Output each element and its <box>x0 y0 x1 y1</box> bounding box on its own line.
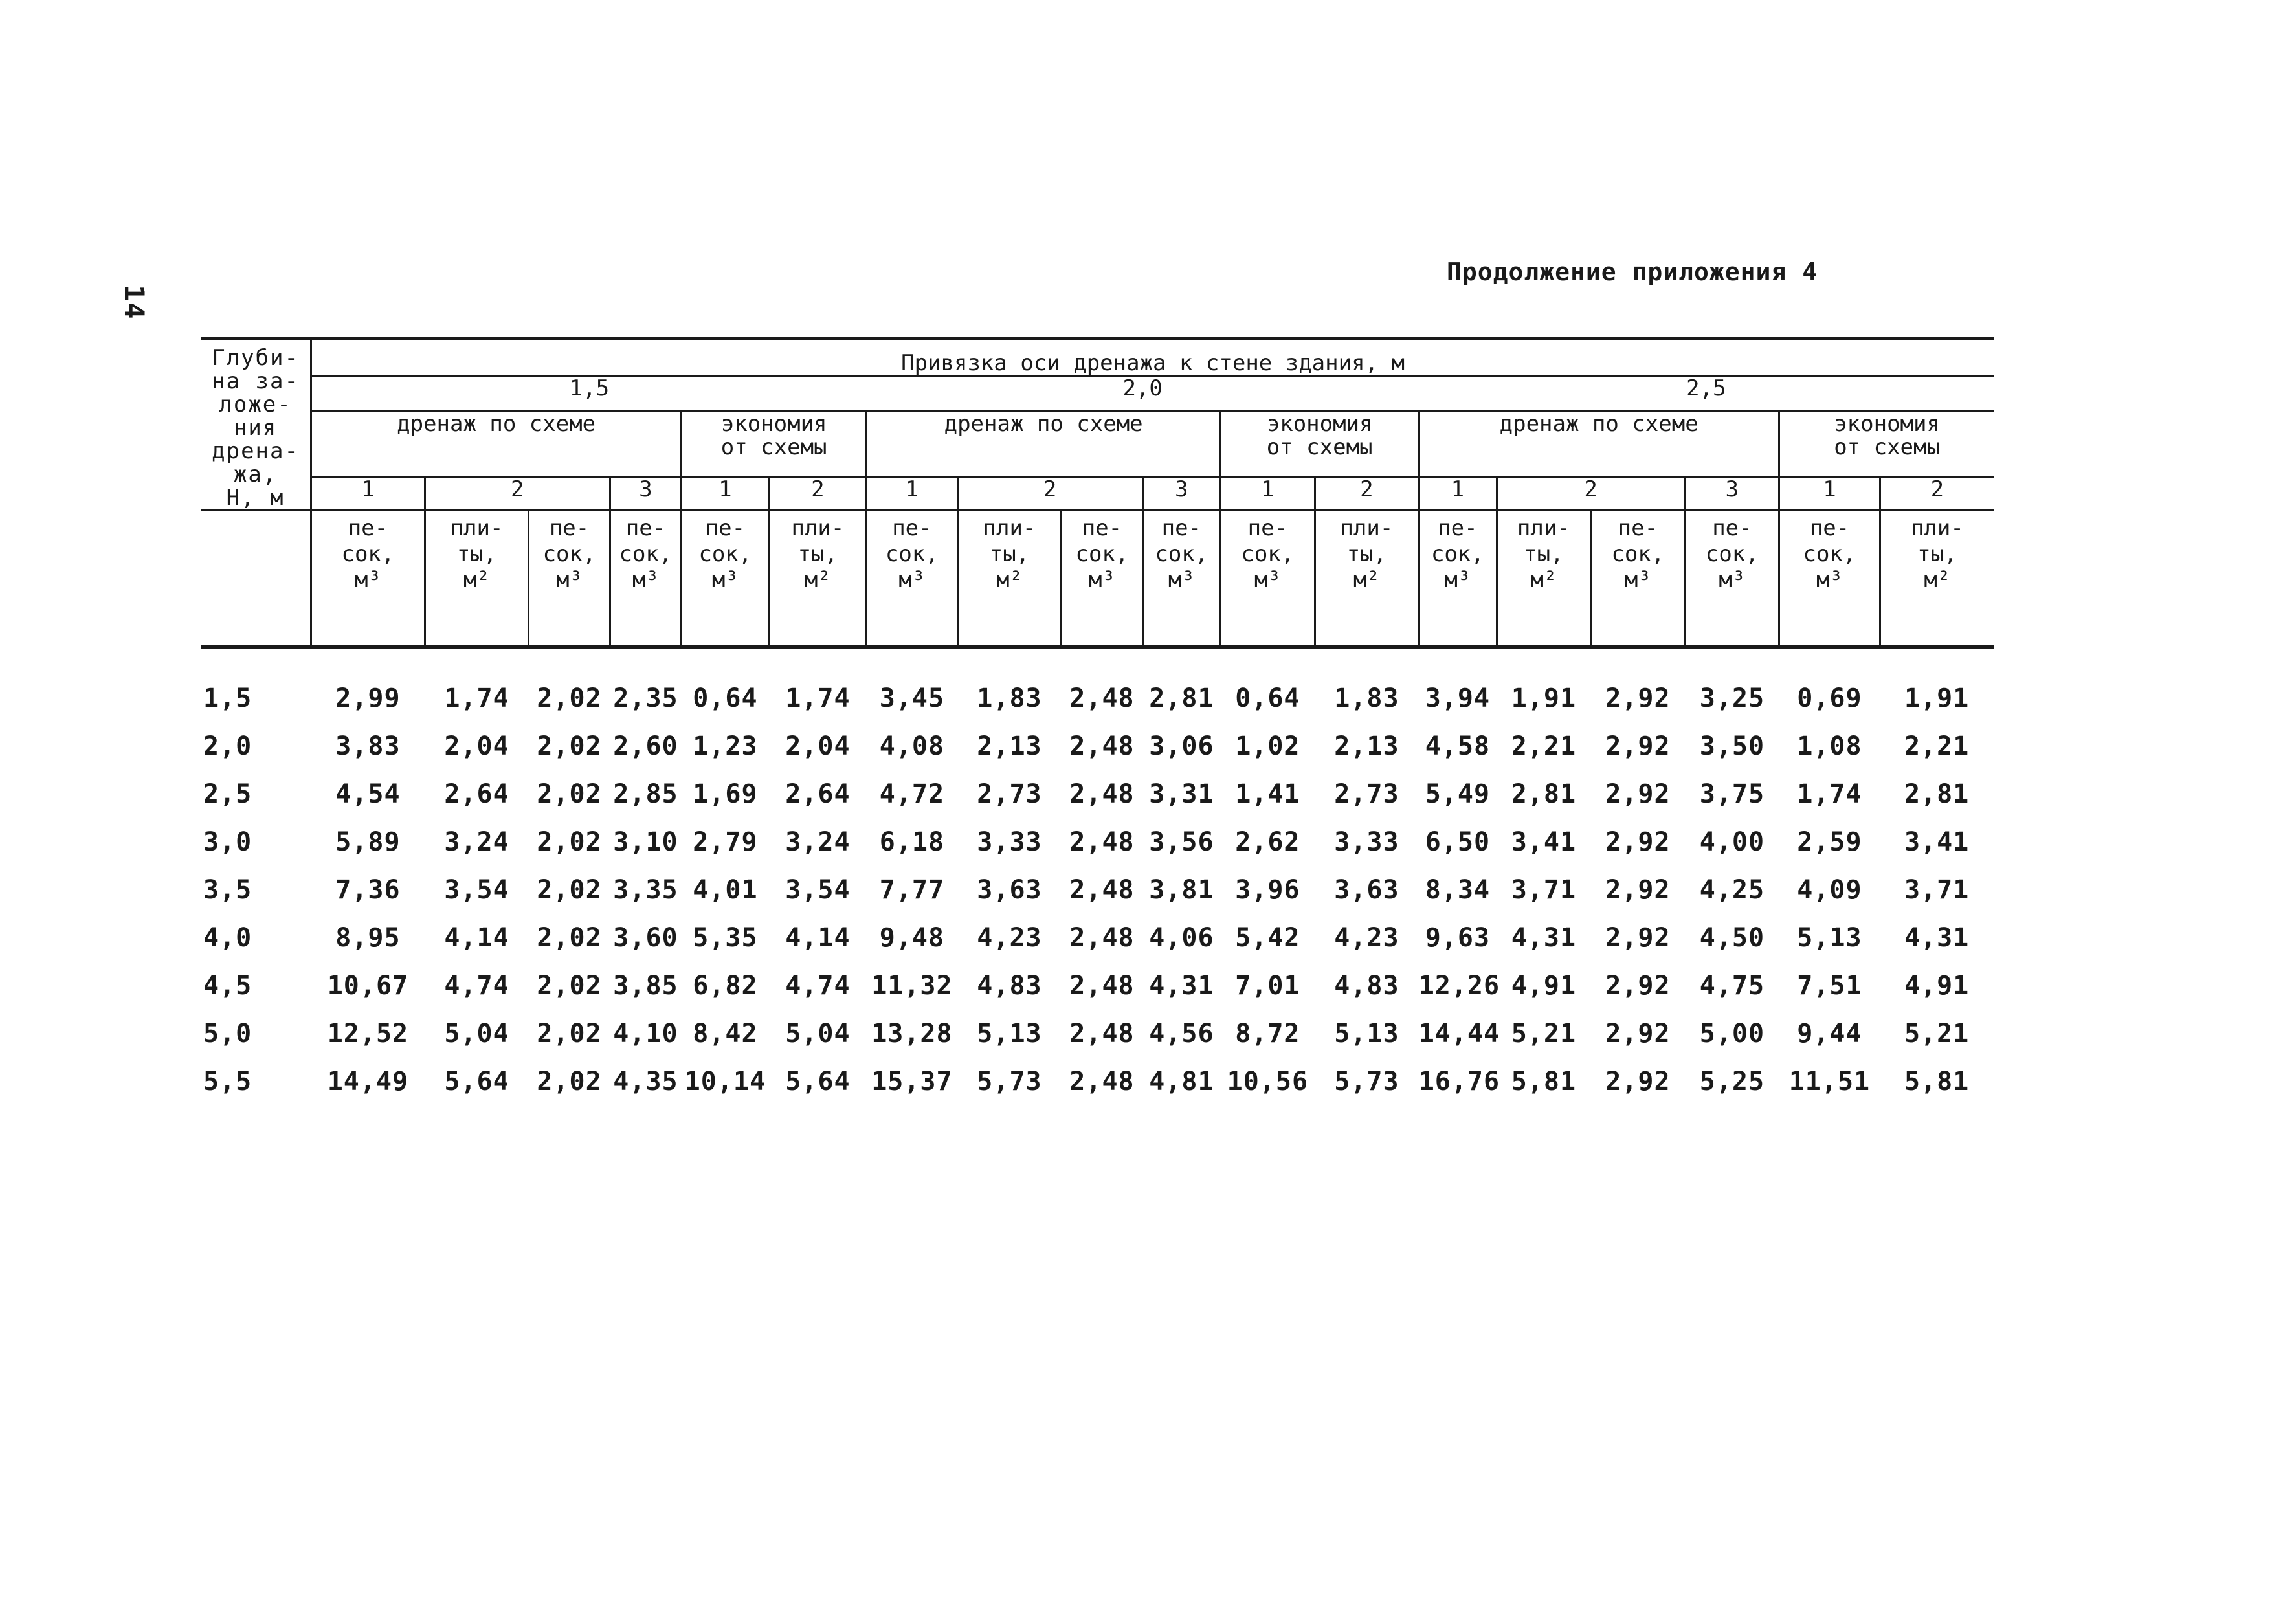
unit-sand: пе- сок, м³ <box>1221 511 1315 647</box>
binding-header: Привязка оси дренажа к стене здания, м <box>311 339 1994 376</box>
table-row <box>201 818 1994 866</box>
value-cell: 4,58 <box>1425 731 1491 761</box>
unit-sand: пе- сок, м³ <box>1419 511 1497 647</box>
value-cell: 3,63 <box>1334 875 1399 905</box>
value-cell: 2,02 <box>537 684 602 713</box>
economy-header: экономия от схемы <box>1221 411 1419 477</box>
value-cell: 14,49 <box>327 1067 409 1096</box>
value-cell: 4,25 <box>1699 875 1765 905</box>
value-cell: 11,51 <box>1788 1067 1871 1096</box>
table-row <box>201 866 1994 914</box>
value-cell: 0,64 <box>693 684 758 713</box>
value-cell: 3,33 <box>977 827 1042 857</box>
drain-scheme-header: дренаж по схеме <box>311 411 682 477</box>
value-cell: 4,00 <box>1699 827 1765 857</box>
value-cell: 3,10 <box>613 827 678 857</box>
value-cell: 5,13 <box>1334 1019 1399 1049</box>
value-cell: 5,64 <box>785 1067 851 1096</box>
value-cell: 2,48 <box>1069 779 1135 809</box>
value-cell: 5,13 <box>1797 923 1862 953</box>
unit-sand: пе- сок, м³ <box>1685 511 1779 647</box>
value-cell: 4,31 <box>1904 923 1970 953</box>
value-cell: 2,81 <box>1511 779 1577 809</box>
value-cell: 2,85 <box>613 779 678 809</box>
value-cell: 2,02 <box>537 827 602 857</box>
value-cell: 4,50 <box>1699 923 1765 953</box>
value-cell: 2,02 <box>537 731 602 761</box>
value-cell: 4,14 <box>785 923 851 953</box>
table-row <box>201 962 1994 1010</box>
value-cell: 4,10 <box>613 1019 678 1049</box>
value-cell: 3,35 <box>613 875 678 905</box>
value-cell: 9,63 <box>1425 923 1491 953</box>
offset-1-5: 1,5 <box>311 375 867 411</box>
value-cell: 16,76 <box>1418 1067 1500 1096</box>
value-cell: 6,82 <box>693 971 758 1001</box>
table-row <box>201 914 1994 962</box>
value-cell: 4,35 <box>613 1067 678 1096</box>
value-cell: 3,24 <box>785 827 851 857</box>
value-cell: 3,33 <box>1334 827 1399 857</box>
value-cell: 2,81 <box>1149 684 1214 713</box>
drain-scheme-header: дренаж по схеме <box>1419 411 1779 477</box>
value-cell: 8,42 <box>693 1019 758 1049</box>
value-cell: 4,31 <box>1149 971 1214 1001</box>
value-cell: 2,48 <box>1069 827 1135 857</box>
value-cell: 8,34 <box>1425 875 1491 905</box>
depth-header-continuation <box>201 511 311 647</box>
value-cell: 3,71 <box>1511 875 1577 905</box>
value-cell: 1,41 <box>1235 779 1300 809</box>
unit-sand: пе- сок, м³ <box>1142 511 1220 647</box>
value-cell: 2,04 <box>785 731 851 761</box>
value-cell: 1,83 <box>977 684 1042 713</box>
value-cell: 13,28 <box>871 1019 953 1049</box>
scheme-number: 1 <box>1779 477 1880 511</box>
value-cell: 4,06 <box>1149 923 1214 953</box>
value-cell: 4,75 <box>1699 971 1765 1001</box>
value-cell: 5,81 <box>1511 1067 1577 1096</box>
value-cell: 2,48 <box>1069 971 1135 1001</box>
unit-sand: пе- сок, м³ <box>1062 511 1142 647</box>
value-cell: 3,25 <box>1699 684 1765 713</box>
drainage-table <box>201 337 1994 1106</box>
value-cell: 5,42 <box>1235 923 1300 953</box>
value-cell: 2,81 <box>1904 779 1970 809</box>
scheme-number: 2 <box>957 477 1142 511</box>
scheme-number: 3 <box>1142 477 1220 511</box>
value-cell: 3,96 <box>1235 875 1300 905</box>
depth-cell: 1,5 <box>203 684 252 713</box>
value-cell: 2,92 <box>1605 779 1671 809</box>
unit-sand: пе- сок, м³ <box>1591 511 1686 647</box>
value-cell: 3,41 <box>1511 827 1577 857</box>
scheme-number: 1 <box>867 477 958 511</box>
value-cell: 3,45 <box>879 684 945 713</box>
value-cell: 1,02 <box>1235 731 1300 761</box>
value-cell: 4,74 <box>785 971 851 1001</box>
value-cell: 2,92 <box>1605 731 1671 761</box>
value-cell: 1,83 <box>1334 684 1399 713</box>
value-cell: 4,09 <box>1797 875 1862 905</box>
value-cell: 1,74 <box>785 684 851 713</box>
page-number: 14 <box>118 285 150 320</box>
scheme-number: 2 <box>1497 477 1685 511</box>
unit-sand: пе- сок, м³ <box>867 511 958 647</box>
value-cell: 2,92 <box>1605 1019 1671 1049</box>
value-cell: 4,83 <box>1334 971 1399 1001</box>
economy-header: экономия от схемы <box>682 411 867 477</box>
value-cell: 0,64 <box>1235 684 1300 713</box>
value-cell: 4,74 <box>444 971 509 1001</box>
value-cell: 5,25 <box>1699 1067 1765 1096</box>
page-caption: Продолжение приложения 4 <box>1447 258 1818 286</box>
value-cell: 2,59 <box>1797 827 1862 857</box>
value-cell: 3,31 <box>1149 779 1214 809</box>
value-cell: 0,69 <box>1797 684 1862 713</box>
value-cell: 3,41 <box>1904 827 1970 857</box>
table-row <box>201 1010 1994 1058</box>
value-cell: 3,81 <box>1149 875 1214 905</box>
value-cell: 11,32 <box>871 971 953 1001</box>
value-cell: 4,83 <box>977 971 1042 1001</box>
value-cell: 6,50 <box>1425 827 1491 857</box>
value-cell: 3,75 <box>1699 779 1765 809</box>
value-cell: 5,00 <box>1699 1019 1765 1049</box>
value-cell: 2,92 <box>1605 875 1671 905</box>
scheme-number: 2 <box>1315 477 1419 511</box>
value-cell: 12,52 <box>327 1019 409 1049</box>
value-cell: 10,14 <box>684 1067 766 1096</box>
value-cell: 3,83 <box>335 731 401 761</box>
value-cell: 8,95 <box>335 923 401 953</box>
value-cell: 5,21 <box>1511 1019 1577 1049</box>
scheme-number: 2 <box>425 477 610 511</box>
value-cell: 2,02 <box>537 923 602 953</box>
value-cell: 3,06 <box>1149 731 1214 761</box>
offset-2-5: 2,5 <box>1419 375 1994 411</box>
depth-cell: 2,5 <box>203 779 252 809</box>
header-row-scheme-numbers <box>201 477 1994 511</box>
value-cell: 2,35 <box>613 684 678 713</box>
value-cell: 2,73 <box>1334 779 1399 809</box>
scheme-number: 1 <box>682 477 769 511</box>
header-row-groups <box>201 411 1994 477</box>
value-cell: 1,08 <box>1797 731 1862 761</box>
value-cell: 4,01 <box>693 875 758 905</box>
scheme-number: 1 <box>1221 477 1315 511</box>
unit-plates: пли- ты, м² <box>957 511 1062 647</box>
value-cell: 2,92 <box>1605 827 1671 857</box>
value-cell: 3,71 <box>1904 875 1970 905</box>
scheme-number: 1 <box>311 477 425 511</box>
depth-cell: 3,5 <box>203 875 252 905</box>
depth-cell: 2,0 <box>203 731 252 761</box>
unit-sand: пе- сок, м³ <box>1779 511 1880 647</box>
value-cell: 6,18 <box>879 827 945 857</box>
value-cell: 1,23 <box>693 731 758 761</box>
value-cell: 5,13 <box>977 1019 1042 1049</box>
value-cell: 8,72 <box>1235 1019 1300 1049</box>
value-cell: 5,73 <box>1334 1067 1399 1096</box>
value-cell: 4,08 <box>879 731 945 761</box>
value-cell: 2,48 <box>1069 684 1135 713</box>
value-cell: 10,67 <box>327 971 409 1001</box>
value-cell: 4,23 <box>1334 923 1399 953</box>
scheme-number: 1 <box>1419 477 1497 511</box>
unit-plates: пли- ты, м² <box>1315 511 1419 647</box>
value-cell: 7,77 <box>879 875 945 905</box>
value-cell: 2,92 <box>1605 1067 1671 1096</box>
value-cell: 5,73 <box>977 1067 1042 1096</box>
unit-plates: пли- ты, м² <box>769 511 867 647</box>
value-cell: 3,56 <box>1149 827 1214 857</box>
value-cell: 2,13 <box>1334 731 1399 761</box>
value-cell: 2,48 <box>1069 923 1135 953</box>
value-cell: 2,48 <box>1069 1067 1135 1096</box>
value-cell: 3,24 <box>444 827 509 857</box>
depth-cell: 5,5 <box>203 1067 252 1096</box>
depth-header: Глуби- на за- ложе- ния дрена- жа, Н, м <box>201 339 311 511</box>
value-cell: 2,02 <box>537 1067 602 1096</box>
economy-header: экономия от схемы <box>1779 411 1994 477</box>
unit-sand: пе- сок, м³ <box>311 511 425 647</box>
value-cell: 2,48 <box>1069 1019 1135 1049</box>
value-cell: 5,89 <box>335 827 401 857</box>
value-cell: 3,94 <box>1425 684 1491 713</box>
unit-plates: пли- ты, м² <box>425 511 529 647</box>
value-cell: 2,02 <box>537 779 602 809</box>
header-row-offsets <box>201 375 1994 411</box>
value-cell: 1,74 <box>1797 779 1862 809</box>
value-cell: 5,81 <box>1904 1067 1970 1096</box>
value-cell: 4,72 <box>879 779 945 809</box>
value-cell: 5,04 <box>444 1019 509 1049</box>
value-cell: 2,62 <box>1235 827 1300 857</box>
value-cell: 1,69 <box>693 779 758 809</box>
scheme-number: 3 <box>1685 477 1779 511</box>
value-cell: 5,21 <box>1904 1019 1970 1049</box>
value-cell: 2,02 <box>537 971 602 1001</box>
unit-sand: пе- сок, м³ <box>529 511 610 647</box>
value-cell: 3,60 <box>613 923 678 953</box>
value-cell: 4,54 <box>335 779 401 809</box>
value-cell: 10,56 <box>1227 1067 1309 1096</box>
unit-sand: пе- сок, м³ <box>610 511 681 647</box>
value-cell: 5,64 <box>444 1067 509 1096</box>
value-cell: 4,91 <box>1904 971 1970 1001</box>
value-cell: 4,91 <box>1511 971 1577 1001</box>
value-cell: 2,92 <box>1605 971 1671 1001</box>
value-cell: 3,85 <box>613 971 678 1001</box>
value-cell: 2,02 <box>537 875 602 905</box>
value-cell: 2,73 <box>977 779 1042 809</box>
value-cell: 1,74 <box>444 684 509 713</box>
header-row-binding <box>201 339 1994 376</box>
value-cell: 2,04 <box>444 731 509 761</box>
value-cell: 2,13 <box>977 731 1042 761</box>
value-cell: 9,44 <box>1797 1019 1862 1049</box>
value-cell: 7,36 <box>335 875 401 905</box>
value-cell: 3,54 <box>444 875 509 905</box>
value-cell: 1,91 <box>1511 684 1577 713</box>
value-cell: 5,35 <box>693 923 758 953</box>
value-cell: 3,50 <box>1699 731 1765 761</box>
value-cell: 2,64 <box>444 779 509 809</box>
table-row <box>201 674 1994 722</box>
value-cell: 7,51 <box>1797 971 1862 1001</box>
unit-plates: пли- ты, м² <box>1497 511 1591 647</box>
table-body <box>201 674 1994 1106</box>
header-row-units <box>201 511 1994 647</box>
depth-cell: 4,0 <box>203 923 252 953</box>
value-cell: 4,56 <box>1149 1019 1214 1049</box>
value-cell: 2,60 <box>613 731 678 761</box>
depth-cell: 3,0 <box>203 827 252 857</box>
value-cell: 4,81 <box>1149 1067 1214 1096</box>
value-cell: 2,02 <box>537 1019 602 1049</box>
value-cell: 2,21 <box>1511 731 1577 761</box>
value-cell: 15,37 <box>871 1067 953 1096</box>
value-cell: 2,64 <box>785 779 851 809</box>
table-row <box>201 770 1994 818</box>
value-cell: 12,26 <box>1418 971 1500 1001</box>
value-cell: 3,54 <box>785 875 851 905</box>
value-cell: 2,99 <box>335 684 401 713</box>
value-cell: 3,63 <box>977 875 1042 905</box>
value-cell: 7,01 <box>1235 971 1300 1001</box>
value-cell: 5,49 <box>1425 779 1491 809</box>
table-row <box>201 1058 1994 1106</box>
value-cell: 2,21 <box>1904 731 1970 761</box>
value-cell: 1,91 <box>1904 684 1970 713</box>
value-cell: 2,92 <box>1605 923 1671 953</box>
unit-sand: пе- сок, м³ <box>682 511 769 647</box>
value-cell: 5,04 <box>785 1019 851 1049</box>
drain-scheme-header: дренаж по схеме <box>867 411 1221 477</box>
value-cell: 2,48 <box>1069 875 1135 905</box>
value-cell: 4,31 <box>1511 923 1577 953</box>
unit-plates: пли- ты, м² <box>1880 511 1994 647</box>
depth-cell: 5,0 <box>203 1019 252 1049</box>
value-cell: 2,79 <box>693 827 758 857</box>
value-cell: 14,44 <box>1418 1019 1500 1049</box>
scheme-number: 2 <box>1880 477 1994 511</box>
value-cell: 4,14 <box>444 923 509 953</box>
scheme-number: 3 <box>610 477 681 511</box>
value-cell: 9,48 <box>879 923 945 953</box>
value-cell: 4,23 <box>977 923 1042 953</box>
table-row <box>201 722 1994 770</box>
depth-cell: 4,5 <box>203 971 252 1001</box>
scheme-number: 2 <box>769 477 867 511</box>
value-cell: 2,48 <box>1069 731 1135 761</box>
offset-2-0: 2,0 <box>867 375 1419 411</box>
value-cell: 2,92 <box>1605 684 1671 713</box>
